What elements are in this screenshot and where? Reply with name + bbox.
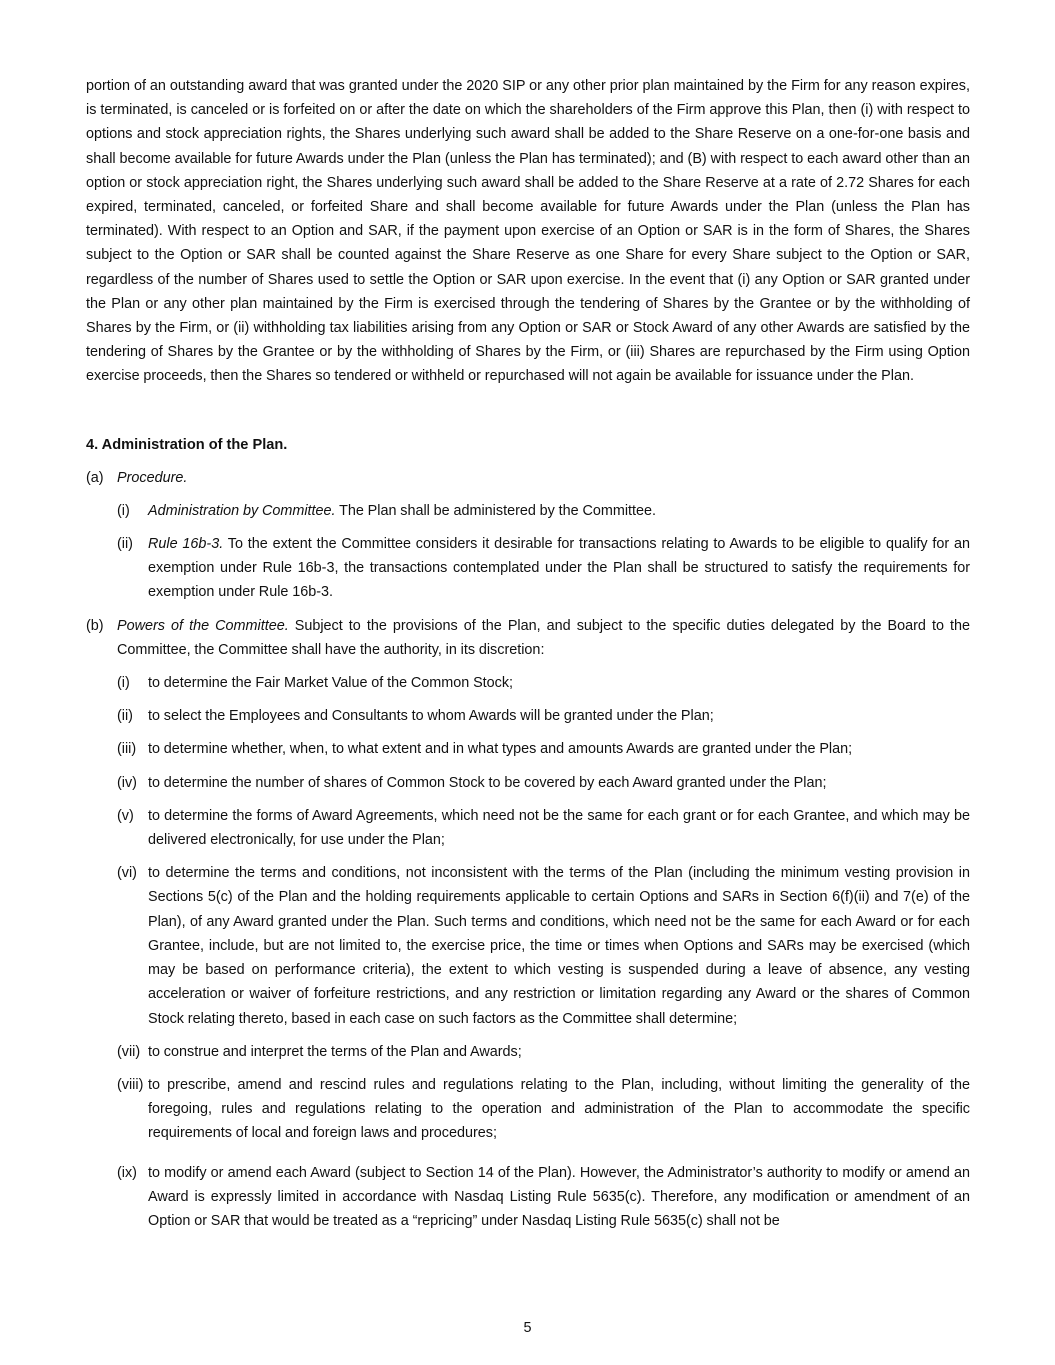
list-item: (ix) to modify or amend each Award (subject to Section 14 of the Plan). However, the Administrator’s authority to modify or amend an Award is expressly limited in accordance with Nasdaq Listing Rule 5635(c). Therefore, any modification or amendment of an Option or SAR that would be treated as a “repricing” under Nasdaq Listing Rule 5635(c) shall not be xyxy=(117,1164,970,1229)
list-item: (iv) to determine the number of shares of Common Stock to be covered by each Award granted under the Plan; xyxy=(117,774,827,791)
subsection-b-label: (b) xyxy=(86,617,104,634)
list-item: (ii) Rule 16b-3. To the extent the Committee considers it desirable for transactions relating to Awards to be eligible to qualify for an exemption under Rule 16b-3, the transactions contemplated under the Plan shall be structured to satisfy the requirements for exemption under Rule 16b-3. xyxy=(117,536,971,601)
section-4-heading: 4. Administration of the Plan. xyxy=(86,436,288,453)
list-item: (i) Administration by Committee. The Plan shall be administered by the Committee. xyxy=(117,502,657,519)
page-number: 5 xyxy=(523,1320,532,1336)
list-item: (iii) to determine whether, when, to what extent and in what types and amounts Awards are granted under the Plan; xyxy=(117,741,853,758)
list-item: (vi) to determine the terms and conditions, not inconsistent with the terms of the Plan (including the minimum vesting provision in Sections 5(c) of the Plan and the holding requirements applicable to certain Options and SARs in Section 6(f)(ii) and 7(e) of the Plan), of any Award granted under the Plan. Such terms and conditions, which need not be the same for each Award or for each Grantee, include, but are not limited to, the exercise price, the time or times when Options and SARs may be exercised (which may be based on performance criteria), the extent to which vesting is suspended during a leave of absence, any vesting acceleration or waiver of forfeiture restrictions, and any restriction or limitation regarding any Award or the shares of Common Stock relating thereto, based in each case on such factors as the Committee shall determine; xyxy=(117,865,970,1027)
list-item: (viii) to prescribe, amend and rescind rules and regulations relating to the Plan, including, without limiting the generality of the foregoing, rules and regulations relating to the operation and administration of the Plan to accommodate the specific requirements of local and foreign laws and procedures; xyxy=(117,1076,970,1142)
list-item: (v) to determine the forms of Award Agreements, which need not be the same for each grant or for each Grantee, and which may be delivered electronically, for use under the Plan; xyxy=(117,807,970,849)
subsection-b: (b) Powers of the Committee. Subject to the provisions of the Plan, and subject to the specific duties delegated by the Board to the Committee, the Committee shall have the authority, in its discretion: xyxy=(86,614,970,662)
list-item: (vii) to construe and interpret the terms of the Plan and Awards; xyxy=(117,1043,522,1060)
list-item: (ii) to select the Employees and Consultants to whom Awards will be granted under the Plan; xyxy=(117,708,714,725)
intro-paragraph: portion of an outstanding award that was granted under the 2020 SIP or any other prior plan maintained by the Firm for any reason expires, is terminated, is canceled or is forfeited on or after the date on which the shareholders of the Firm approve this Plan, then (i) with respect to options and stock appreciation rights, the Shares underlying such award shall be added to the Share Reserve on a one-for-one basis and shall become available for future Awards under the Plan (unless the Plan has terminated); and (B) with respect to each award other than an option or stock appreciation right, the Shares underlying such award shall be added to the Share Reserve at a rate of 2.72 Shares for each expired, terminated, canceled, or forfeited Share and shall become available for future Awards under the Plan (unless the Plan has terminated). With respect to an Option and SAR, if the payment upon exercise of an Option or SAR is in the form of Shares, the Shares subject to the Option or SAR shall be counted against the Share Reserve as one Share for every Share subject to the Option or SAR, regardless of the number of Shares used to settle the Option or SAR upon exercise. In the event that (i) any Option or SAR granted under the Plan or any other plan maintained by the Firm is exercised through the tendering of Shares by the Grantee or by the withholding of Shares by the Firm, or (ii) withholding tax liabilities arising from any Option or SAR or Stock Award of any other Awards are satisfied by the tendering of Shares by the Grantee or by the withholding of Shares by the Firm, or (iii) Shares are repurchased by the Firm using Option exercise proceeds, then the Shares so tendered or withheld or repurchased will not again be available for issuance under the Plan. xyxy=(86,78,970,385)
list-item: (i) to determine the Fair Market Value of the Common Stock; xyxy=(117,675,514,692)
subsection-a-label: (a) xyxy=(86,469,104,486)
subsection-a-title: Procedure. xyxy=(117,469,188,486)
document-page xyxy=(86,74,970,1233)
subsection-b-title: Powers of the Committee. xyxy=(117,617,289,634)
subsection-a xyxy=(86,466,970,490)
